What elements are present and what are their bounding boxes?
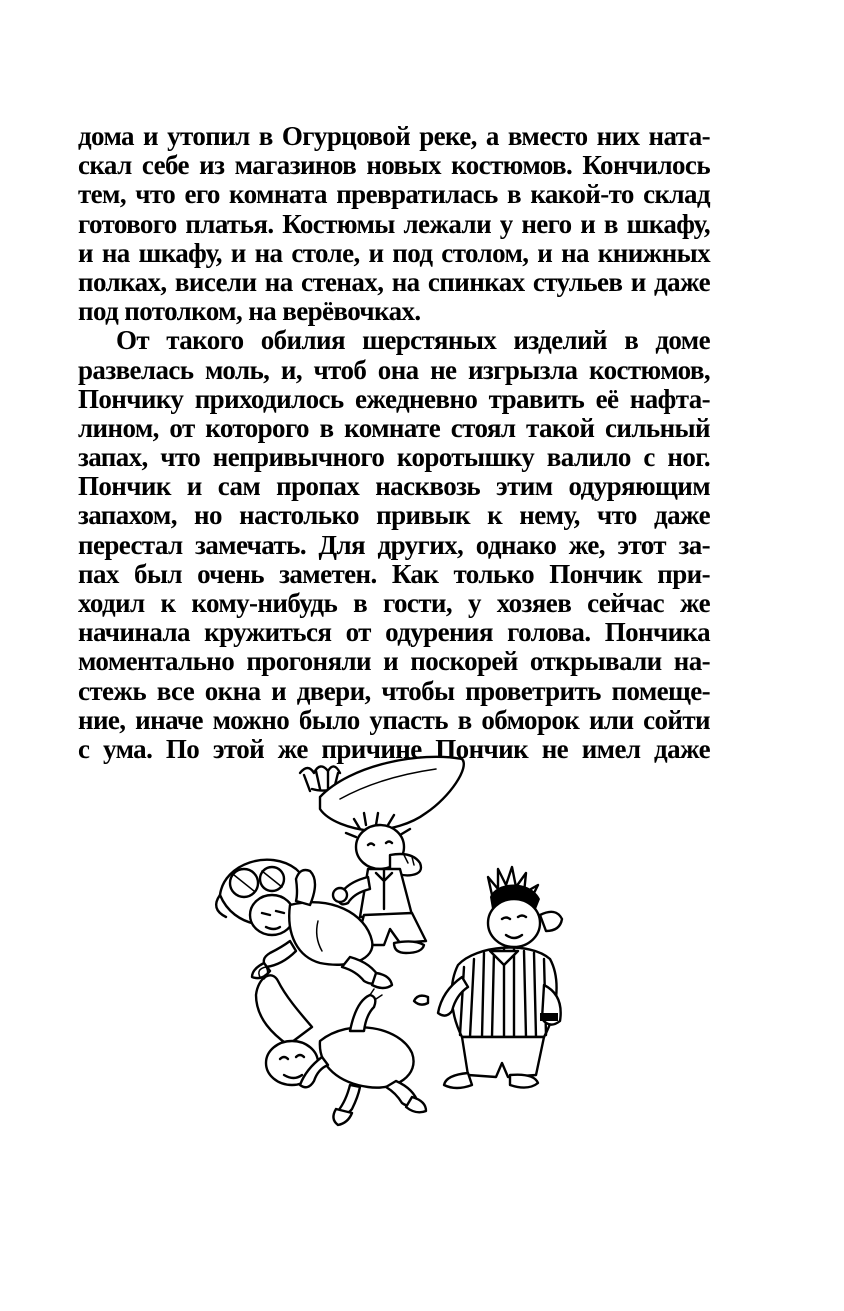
text-line: ходил к кому-нибудь в гости, у хозяев сейчас же <box>78 588 710 618</box>
striped-shorty-figure <box>414 867 562 1088</box>
text-line: начинала кружиться от одурения голова. Пончика <box>78 617 710 648</box>
text-line: с ума. По этой же причине Пончик не имел даже <box>78 733 710 764</box>
text-line: запах, что непривычного коротышку валило с ног. <box>78 442 710 473</box>
text-line: развелась моль, и, чтоб она не изгрызла костюмов, <box>78 354 710 385</box>
text-line: пах был очень заметен. Как только Пончик при- <box>78 558 710 589</box>
text-line: тем, что его комната превратилась в какой-то склад <box>78 179 710 210</box>
fainting-shorties-illustration <box>200 745 600 1135</box>
text-line: готового платья. Костюмы лежали у него и в шкафу, <box>78 208 710 239</box>
nightcap-shorty-figure <box>256 967 426 1125</box>
text-line: Пончик и сам пропах насквозь этим одуряющим <box>78 471 710 502</box>
text-line: ние, иначе можно было упасть в обморок или сойти <box>78 704 710 735</box>
text-line: стежь все окна и двери, чтобы проветрить помеще- <box>78 675 710 706</box>
text-line: полках, висели на стенах, на спинках стульев и даже <box>78 266 710 297</box>
text-line: моментально прогоняли и поскорей открывали на- <box>78 646 710 677</box>
text-line: скал себе из магазинов новых костюмов. Кончилось <box>78 150 710 181</box>
text-line: и на шкафу, и на столе, и под столом, и на книжных <box>78 237 710 268</box>
body-text <box>78 122 710 764</box>
text-line: лином, от которого в комнате стоял такой сильный <box>78 412 710 443</box>
text-line: под потолком, на верёвочках. <box>78 296 421 327</box>
text-line: перестал замечать. Для других, однако же, этот за- <box>78 529 710 560</box>
text-line: запахом, но настолько привык к нему, что даже <box>78 500 710 531</box>
text-line: От такого обилия шерстяных изделий в доме <box>116 325 710 356</box>
text-line: Пончику приходилось ежедневно травить её нафта- <box>78 383 710 414</box>
text-line: дома и утопил в Огурцовой реке, а вместо них ната- <box>78 121 710 151</box>
